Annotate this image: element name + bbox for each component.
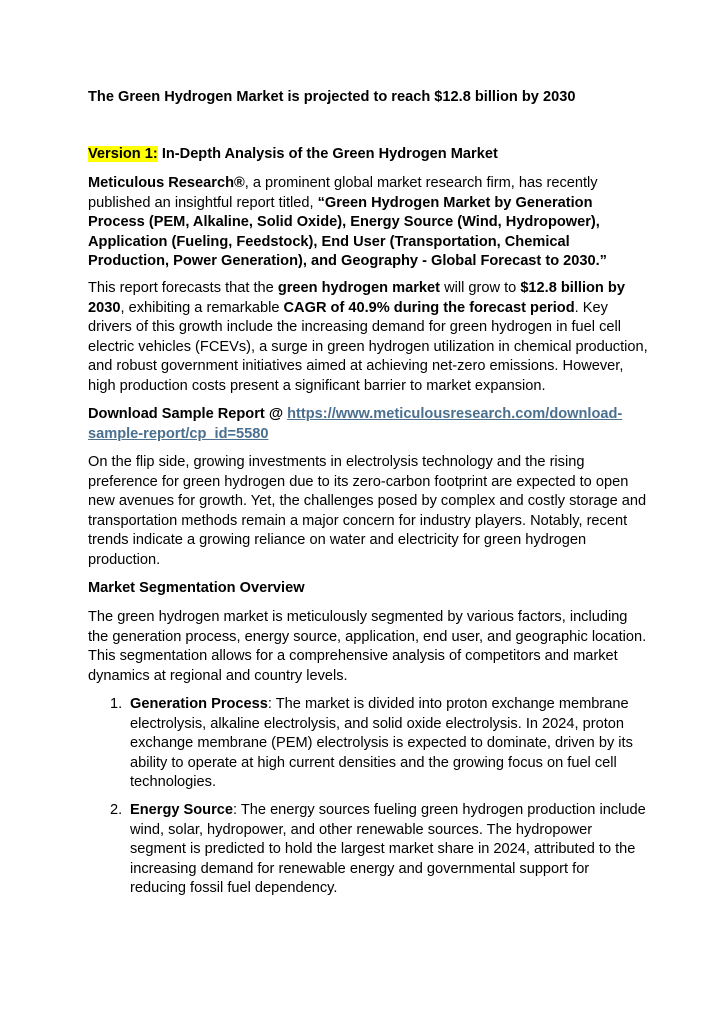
version-label: Version 1: [88, 146, 158, 162]
list-item [88, 695, 648, 793]
forecast-paragraph [88, 279, 648, 396]
list-term: Generation Process [130, 696, 268, 712]
intro-paragraph [88, 174, 648, 272]
intro-text: , a prominent global market research firm, has recently published an insightful report titled, [88, 175, 598, 211]
forecast-text-2: will grow to [440, 280, 521, 296]
download-link[interactable]: https://www.meticulousresearch.com/download-sample-report/cp_id=5580 [88, 406, 623, 442]
forecast-text-3: , exhibiting a remarkable [120, 299, 284, 316]
download-label: Download Sample Report @ [88, 406, 288, 422]
company-name: Meticulous Research® [88, 175, 245, 191]
segment-list [88, 695, 648, 793]
list-text: : The market is divided into proton exchange membrane electrolysis, alkaline electrolysis, and solid oxide electrolysis. In 2024, proton exchange membrane (PEM) electrolysis is expected to dominate, driven by its ability to operate at high current densities and the growing focus on fuel cell technologies. [130, 696, 633, 790]
list-term: Energy Source [130, 802, 234, 818]
forecast-text-1: This report forecasts that the [88, 280, 278, 296]
segment-list-2 [88, 801, 648, 899]
report-title: “Green Hydrogen Market by Generation Process (PEM, Alkaline, Solid Oxide), Energy Source (Wind, Hydropower), Application (Fueling, Feedstock), End User (Transportation, Chemical Production, Power Generation), and Geography - Global Forecast to 2030.” [88, 194, 607, 269]
download-paragraph [88, 405, 648, 444]
flipside-paragraph: On the flip side, growing investments in electrolysis technology and the rising preference for green hydrogen due to its zero-carbon footprint are expected to open new avenues for growth. Yet, the challenges posed by complex and costly storage and transportation methods remain a major concern for industry players. Notably, recent trends indicate a growing reliance on water and electricity for green hydrogen production. [88, 454, 647, 568]
forecast-bold-cagr: CAGR of 40.9% during the forecast period [283, 299, 575, 316]
version-heading-text: In-Depth Analysis of the Green Hydrogen Market [157, 146, 498, 162]
segmentation-heading: Market Segmentation Overview [88, 580, 305, 596]
segmentation-paragraph: The green hydrogen market is meticulously segmented by various factors, including the generation process, energy source, application, end user, and geographic location. This segmentation allows for a comprehensive analysis of competitors and market dynamics at regional and country levels. [88, 609, 647, 684]
forecast-bold-market: green hydrogen market [277, 280, 441, 296]
document-title: The Green Hydrogen Market is projected to reach $12.8 billion by 2030 [88, 89, 576, 105]
list-number: 2. [110, 802, 123, 818]
list-number: 1. [110, 696, 123, 712]
forecast-bold-value: $12.8 billion by 2030 [88, 280, 625, 316]
forecast-text-4: . Key drivers of this growth include the increasing demand for green hydrogen in fuel cell electric vehicles (FCEVs), a surge in green hydrogen utilization in chemical production, and robust government initiatives aimed at achieving net-zero emissions. However, high production costs present a significant barrier to market expansion. [88, 299, 648, 394]
version-heading [88, 145, 648, 165]
list-item [88, 801, 648, 899]
list-text: : The energy sources fueling green hydrogen production include wind, solar, hydropower, and other renewable sources. The hydropower segment is predicted to hold the largest market share in 2024, attributed to the increasing demand for renewable energy and governmental support for reducing fossil fuel dependency. [130, 802, 646, 896]
